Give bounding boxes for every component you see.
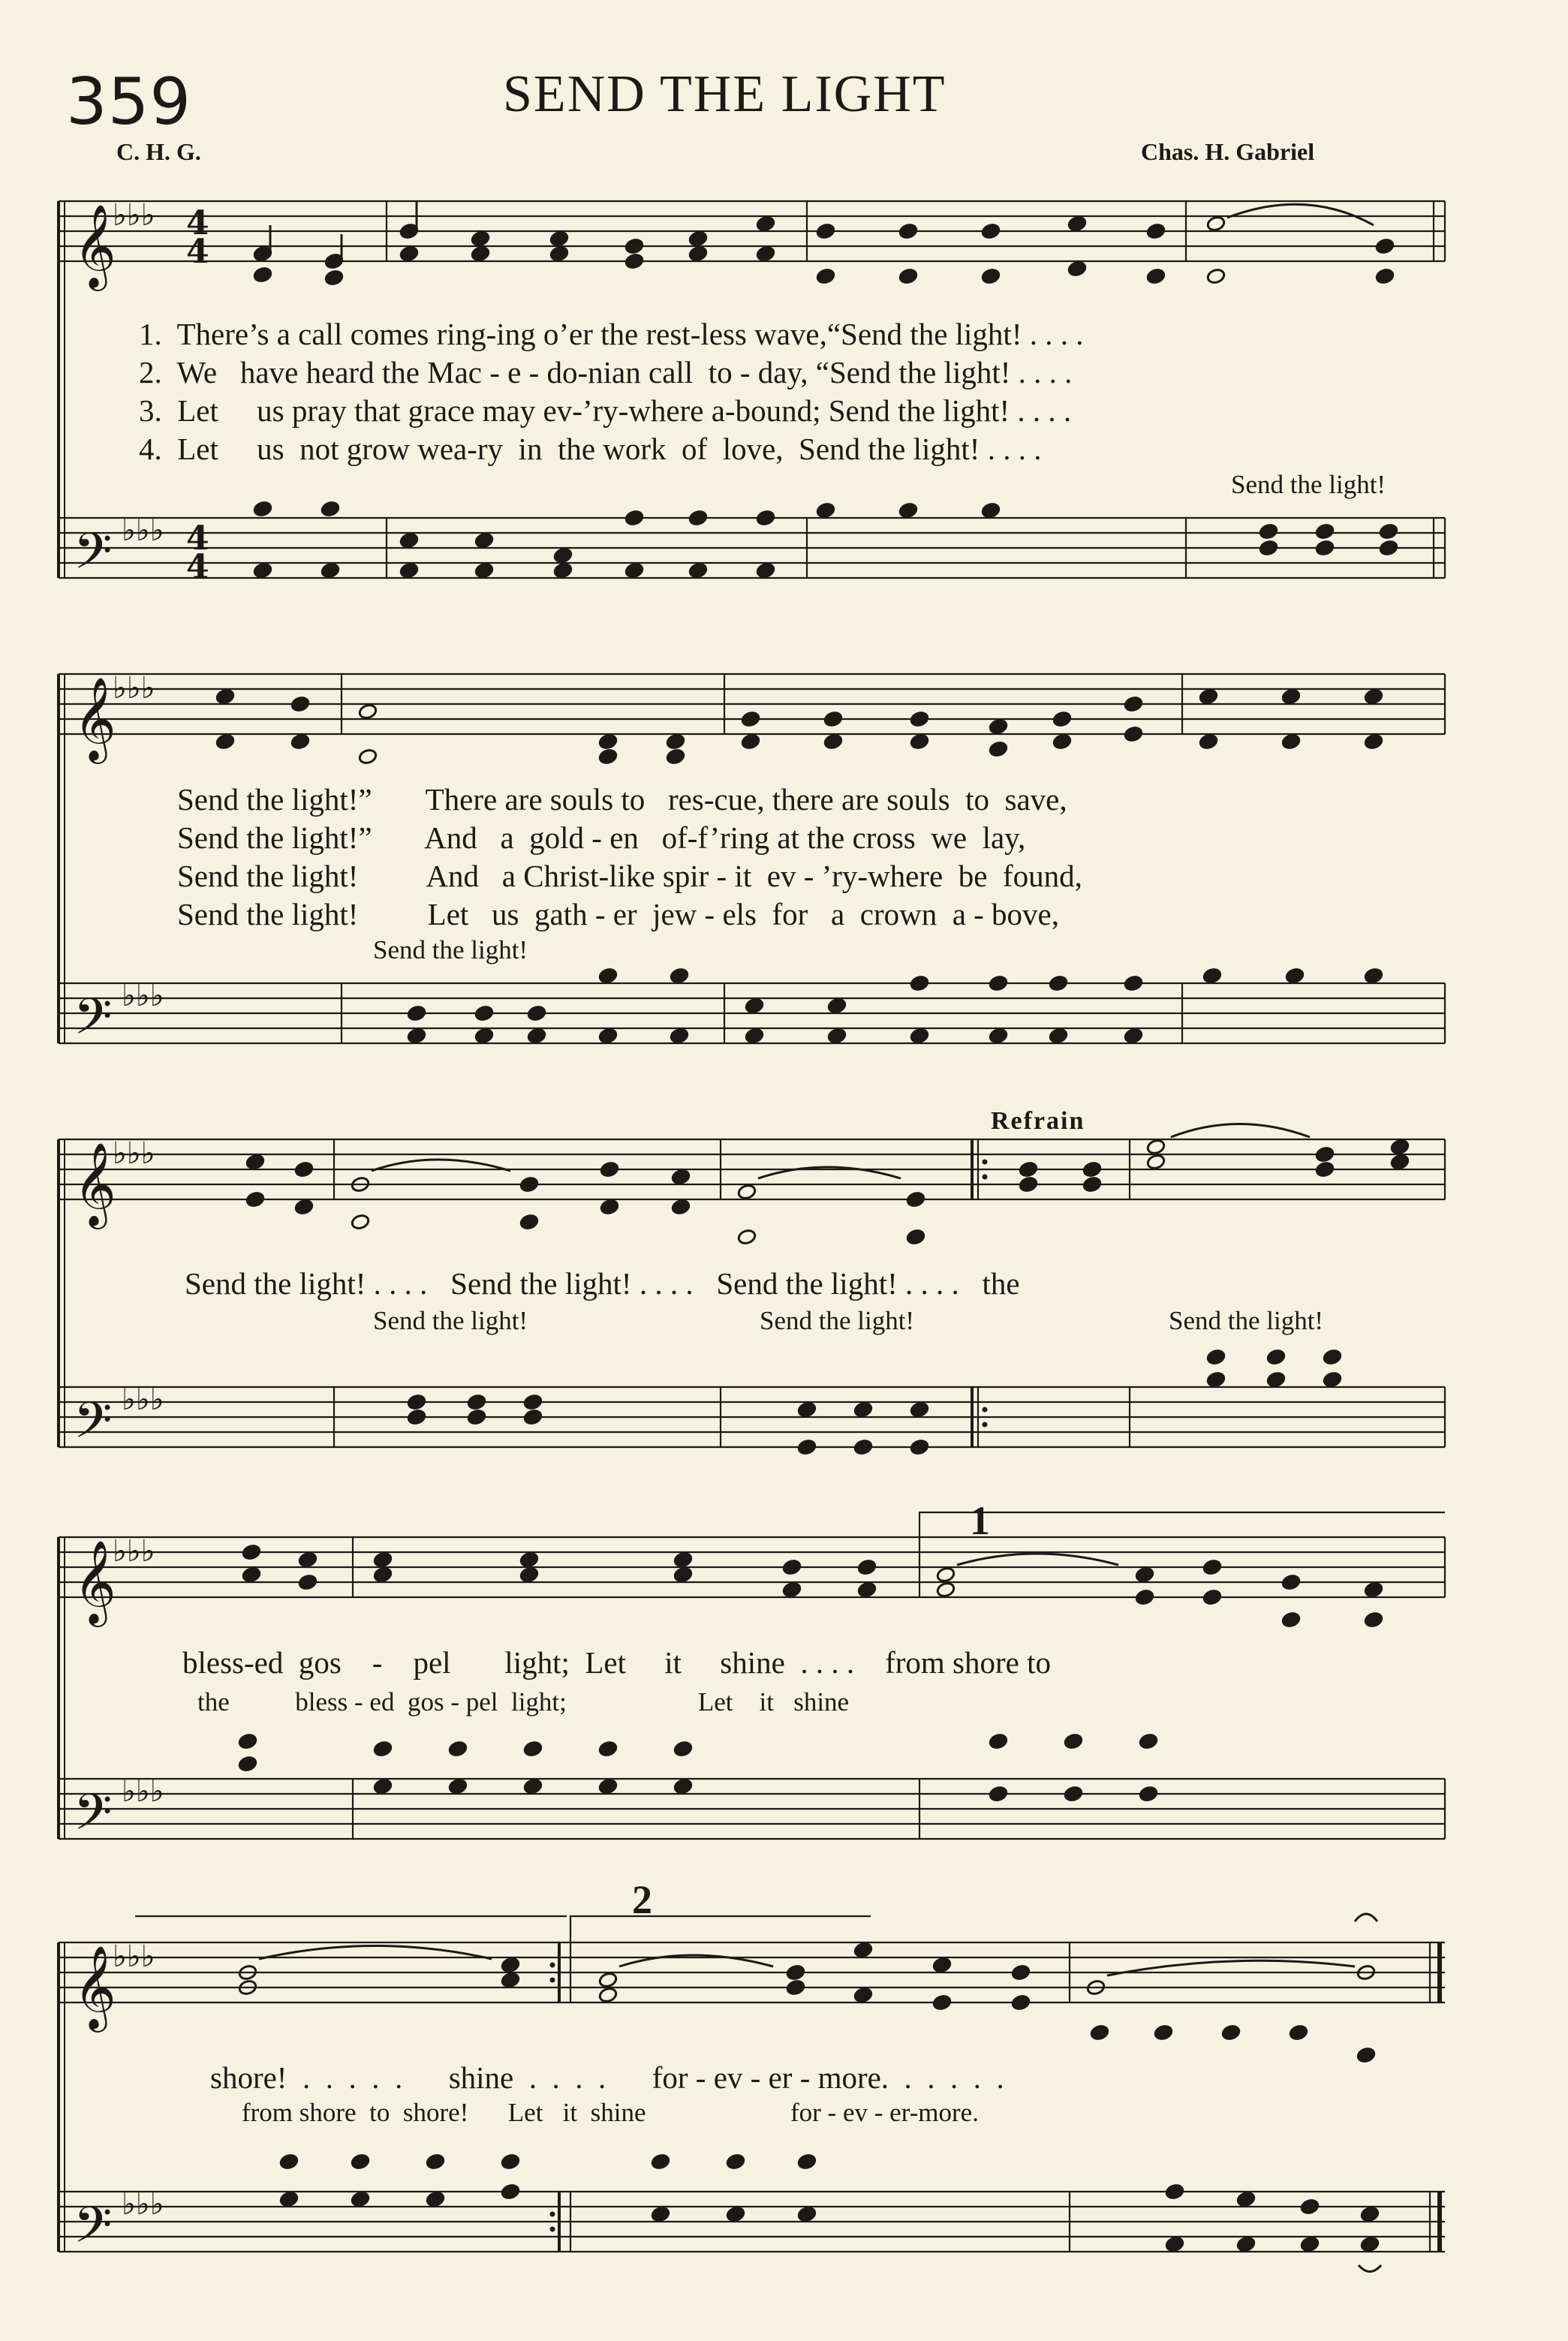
verse-line-1: Send the light!” There are souls to res-cue, there are souls to save,: [177, 782, 1067, 817]
svg-text:𝄞: 𝄞: [74, 1945, 116, 2029]
svg-text:𝄞: 𝄞: [74, 1142, 116, 1226]
notes-system-1: [253, 201, 1398, 579]
verse-line-1: 1. There’s a call comes ring-ing o’er the rest-less wave,“Send the light! . . . .: [139, 317, 1084, 351]
verse-line-2: 2. We have heard the Mac - e - do-nian call to - day, “Send the light! . . . .: [139, 355, 1073, 390]
svg-text:♭♭♭: ♭♭♭: [122, 513, 164, 548]
verse-line-4: Send the light! Let us gath - er jew - els for a crown a - bove,: [177, 897, 1060, 931]
svg-text:4: 4: [186, 233, 209, 271]
svg-text:♭♭♭: ♭♭♭: [122, 979, 164, 1013]
svg-text:𝄢: 𝄢: [74, 522, 113, 592]
svg-text:𝄢: 𝄢: [74, 988, 113, 1058]
refrain-words: Send the light! . . . . Send the light! . . . . Send the light! . . . . the: [185, 1266, 1020, 1301]
svg-text:♭♭♭: ♭♭♭: [113, 1939, 155, 1974]
music-credit: Chas. H. Gabriel: [1141, 138, 1315, 165]
hymn-number: 359: [66, 65, 192, 140]
first-ending-label: 1: [970, 1498, 990, 1543]
svg-text:4: 4: [186, 519, 209, 558]
words-credit: C. H. G.: [116, 138, 201, 165]
bass-words-2: Send the light!: [760, 1306, 915, 1335]
refrain-label: Refrain: [991, 1107, 1085, 1135]
svg-text:𝄞: 𝄞: [74, 203, 116, 287]
svg-text:𝄢: 𝄢: [74, 2196, 113, 2266]
svg-text:𝄞: 𝄞: [74, 1539, 116, 1623]
verse-line-4: 4. Let us not grow wea-ry in the work of love, Send the light! . . . .: [139, 432, 1042, 466]
svg-text:♭♭♭: ♭♭♭: [122, 2187, 164, 2222]
bass-words: the bless - ed gos - pel light; Let it shine: [197, 1687, 850, 1717]
svg-text:4: 4: [186, 204, 209, 242]
svg-text:♭♭♭: ♭♭♭: [122, 1774, 164, 1809]
bass-words-1: Send the light!: [373, 1306, 528, 1335]
verse-line-3: Send the light! And a Christ-like spir - it ev - ’ry-where be found,: [177, 859, 1082, 893]
bass-words: Send the light!: [373, 935, 528, 964]
bass-words: Send the light!: [1231, 470, 1386, 499]
svg-text:♭♭♭: ♭♭♭: [113, 1534, 155, 1569]
svg-text:♭♭♭: ♭♭♭: [122, 1383, 164, 1417]
bass-words: from shore to shore! Let it shine for - ev - er-more.: [242, 2098, 979, 2127]
refrain-words: bless-ed gos - pel light; Let it shine . . . . from shore to: [182, 1645, 1051, 1680]
svg-text:𝄞: 𝄞: [74, 676, 116, 760]
svg-text:♭♭♭: ♭♭♭: [113, 198, 155, 233]
refrain-words: shore! . . . . . shine . . . . for - ev - er - more. . . . . .: [210, 2060, 1004, 2095]
svg-text:𝄢: 𝄢: [74, 1392, 113, 1461]
verse-line-2: Send the light!” And a gold - en of-f’ring at the cross we lay,: [177, 820, 1026, 855]
svg-text:♭♭♭: ♭♭♭: [113, 1136, 155, 1171]
bass-words-3: Send the light!: [1169, 1306, 1324, 1335]
verse-line-3: 3. Let us pray that grace may ev-’ry-where a-bound; Send the light! . . . .: [139, 393, 1072, 428]
svg-text:𝄢: 𝄢: [74, 1783, 113, 1853]
hymn-title: SEND THE LIGHT: [503, 65, 947, 123]
svg-text:4: 4: [186, 548, 209, 586]
svg-text:♭♭♭: ♭♭♭: [113, 671, 155, 706]
second-ending-label: 2: [632, 1877, 652, 1922]
